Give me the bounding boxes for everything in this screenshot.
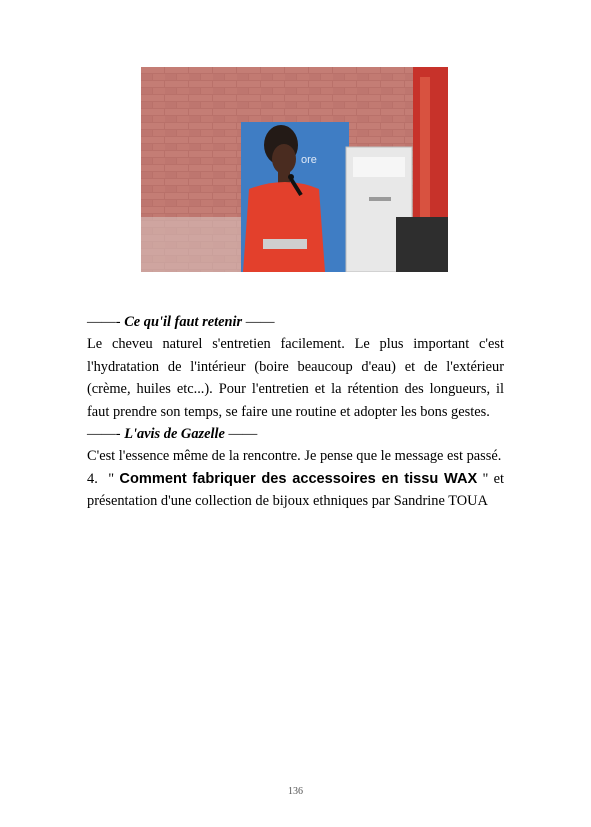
section-heading-avis <box>87 423 504 445</box>
heading-text: L'avis de Gazelle <box>124 426 225 443</box>
event-photo <box>141 67 448 272</box>
paragraph-retenir: Le cheveu naturel s'entretien facilement. Le plus important c'est l'hydratation de l'intérieur (boire beaucoup d'eau) et de l'extérieur (crème, huiles etc...). Pour l'entretien et la rétention des longueurs, il faut prendre son temps, se faire une routine et adopter les bons gestes. <box>87 336 504 420</box>
banner-text: ore <box>301 154 317 166</box>
item-description: et présentation d'une collection de bijoux ethniques par Sandrine TOUA <box>87 470 504 510</box>
section-heading-retenir <box>87 311 504 333</box>
paragraph-avis: C'est l'essence même de la rencontre. Je pense que le message est passé. <box>87 448 502 465</box>
article-text <box>87 311 504 513</box>
quote-mark: " <box>108 470 115 487</box>
heading-dashes: —— <box>228 426 258 443</box>
item-number: 4. <box>87 470 98 487</box>
heading-dashes: ——- <box>87 426 121 443</box>
quote-mark: " <box>482 470 489 487</box>
page-number: 136 <box>288 786 303 797</box>
workshop-title: Comment fabriquer des accessoires en tissu WAX <box>119 470 478 487</box>
heading-text: Ce qu'il faut retenir <box>124 314 243 330</box>
heading-dashes: —— <box>245 314 275 330</box>
numbered-item-4 <box>87 468 504 513</box>
heading-dashes: ——- <box>87 314 121 330</box>
